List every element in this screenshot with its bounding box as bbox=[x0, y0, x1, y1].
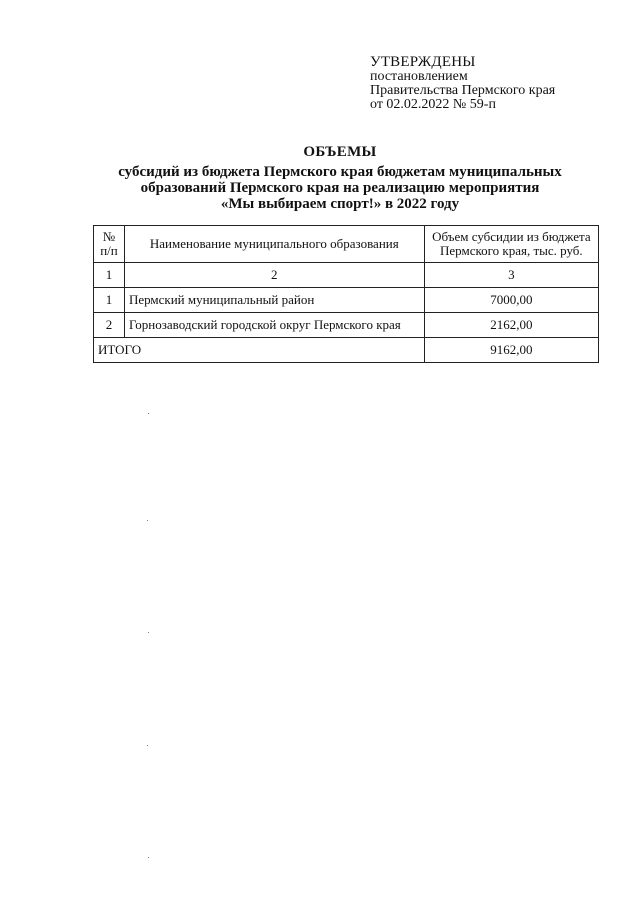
approval-date-number: от 02.02.2022 № 59-п bbox=[370, 97, 496, 112]
row-num: 1 bbox=[94, 288, 125, 313]
column-index: 1 bbox=[94, 263, 125, 288]
scan-speck bbox=[147, 745, 148, 746]
table-row bbox=[94, 288, 599, 313]
subtitle-line: образований Пермского края на реализацию мероприятия bbox=[140, 180, 540, 196]
document-title: ОБЪЕМЫ bbox=[303, 144, 377, 160]
subsidies-table bbox=[93, 225, 599, 363]
subtitle-line: субсидий из бюджета Пермского края бюджетам муниципальных bbox=[118, 164, 562, 180]
scan-speck bbox=[147, 520, 148, 521]
total-label: ИТОГО bbox=[94, 338, 425, 363]
header-num bbox=[94, 226, 125, 263]
approval-authority: Правительства Пермского края bbox=[370, 83, 556, 98]
column-index: 2 bbox=[124, 263, 424, 288]
scan-speck bbox=[148, 632, 149, 633]
scan-speck bbox=[148, 413, 149, 414]
header-num-line: № bbox=[102, 229, 116, 244]
table-row bbox=[94, 313, 599, 338]
header-sum bbox=[424, 226, 598, 263]
column-index: 3 bbox=[424, 263, 598, 288]
column-index-row bbox=[94, 263, 599, 288]
total-sum: 9162,00 bbox=[424, 338, 598, 363]
row-sum: 2162,00 bbox=[424, 313, 598, 338]
header-num-line: п/п bbox=[100, 243, 118, 258]
header-sum-line: Объем субсидии из бюджета bbox=[432, 229, 591, 244]
row-name: Пермский муниципальный район bbox=[124, 288, 424, 313]
row-name: Горнозаводский городской округ Пермского края bbox=[124, 313, 424, 338]
header-name: Наименование муниципального образования bbox=[124, 226, 424, 263]
row-num: 2 bbox=[94, 313, 125, 338]
approval-by: постановлением bbox=[370, 69, 468, 84]
document-subtitle bbox=[60, 164, 620, 212]
header-sum-line: Пермского края, тыс. руб. bbox=[440, 243, 583, 258]
approval-stamp bbox=[370, 54, 630, 112]
total-row bbox=[94, 338, 599, 363]
scan-speck bbox=[148, 857, 149, 858]
subtitle-line: «Мы выбираем спорт!» в 2022 году bbox=[220, 196, 460, 212]
table-header-row bbox=[94, 226, 599, 263]
approval-title: УТВЕРЖДЕНЫ bbox=[370, 54, 476, 70]
row-sum: 7000,00 bbox=[424, 288, 598, 313]
